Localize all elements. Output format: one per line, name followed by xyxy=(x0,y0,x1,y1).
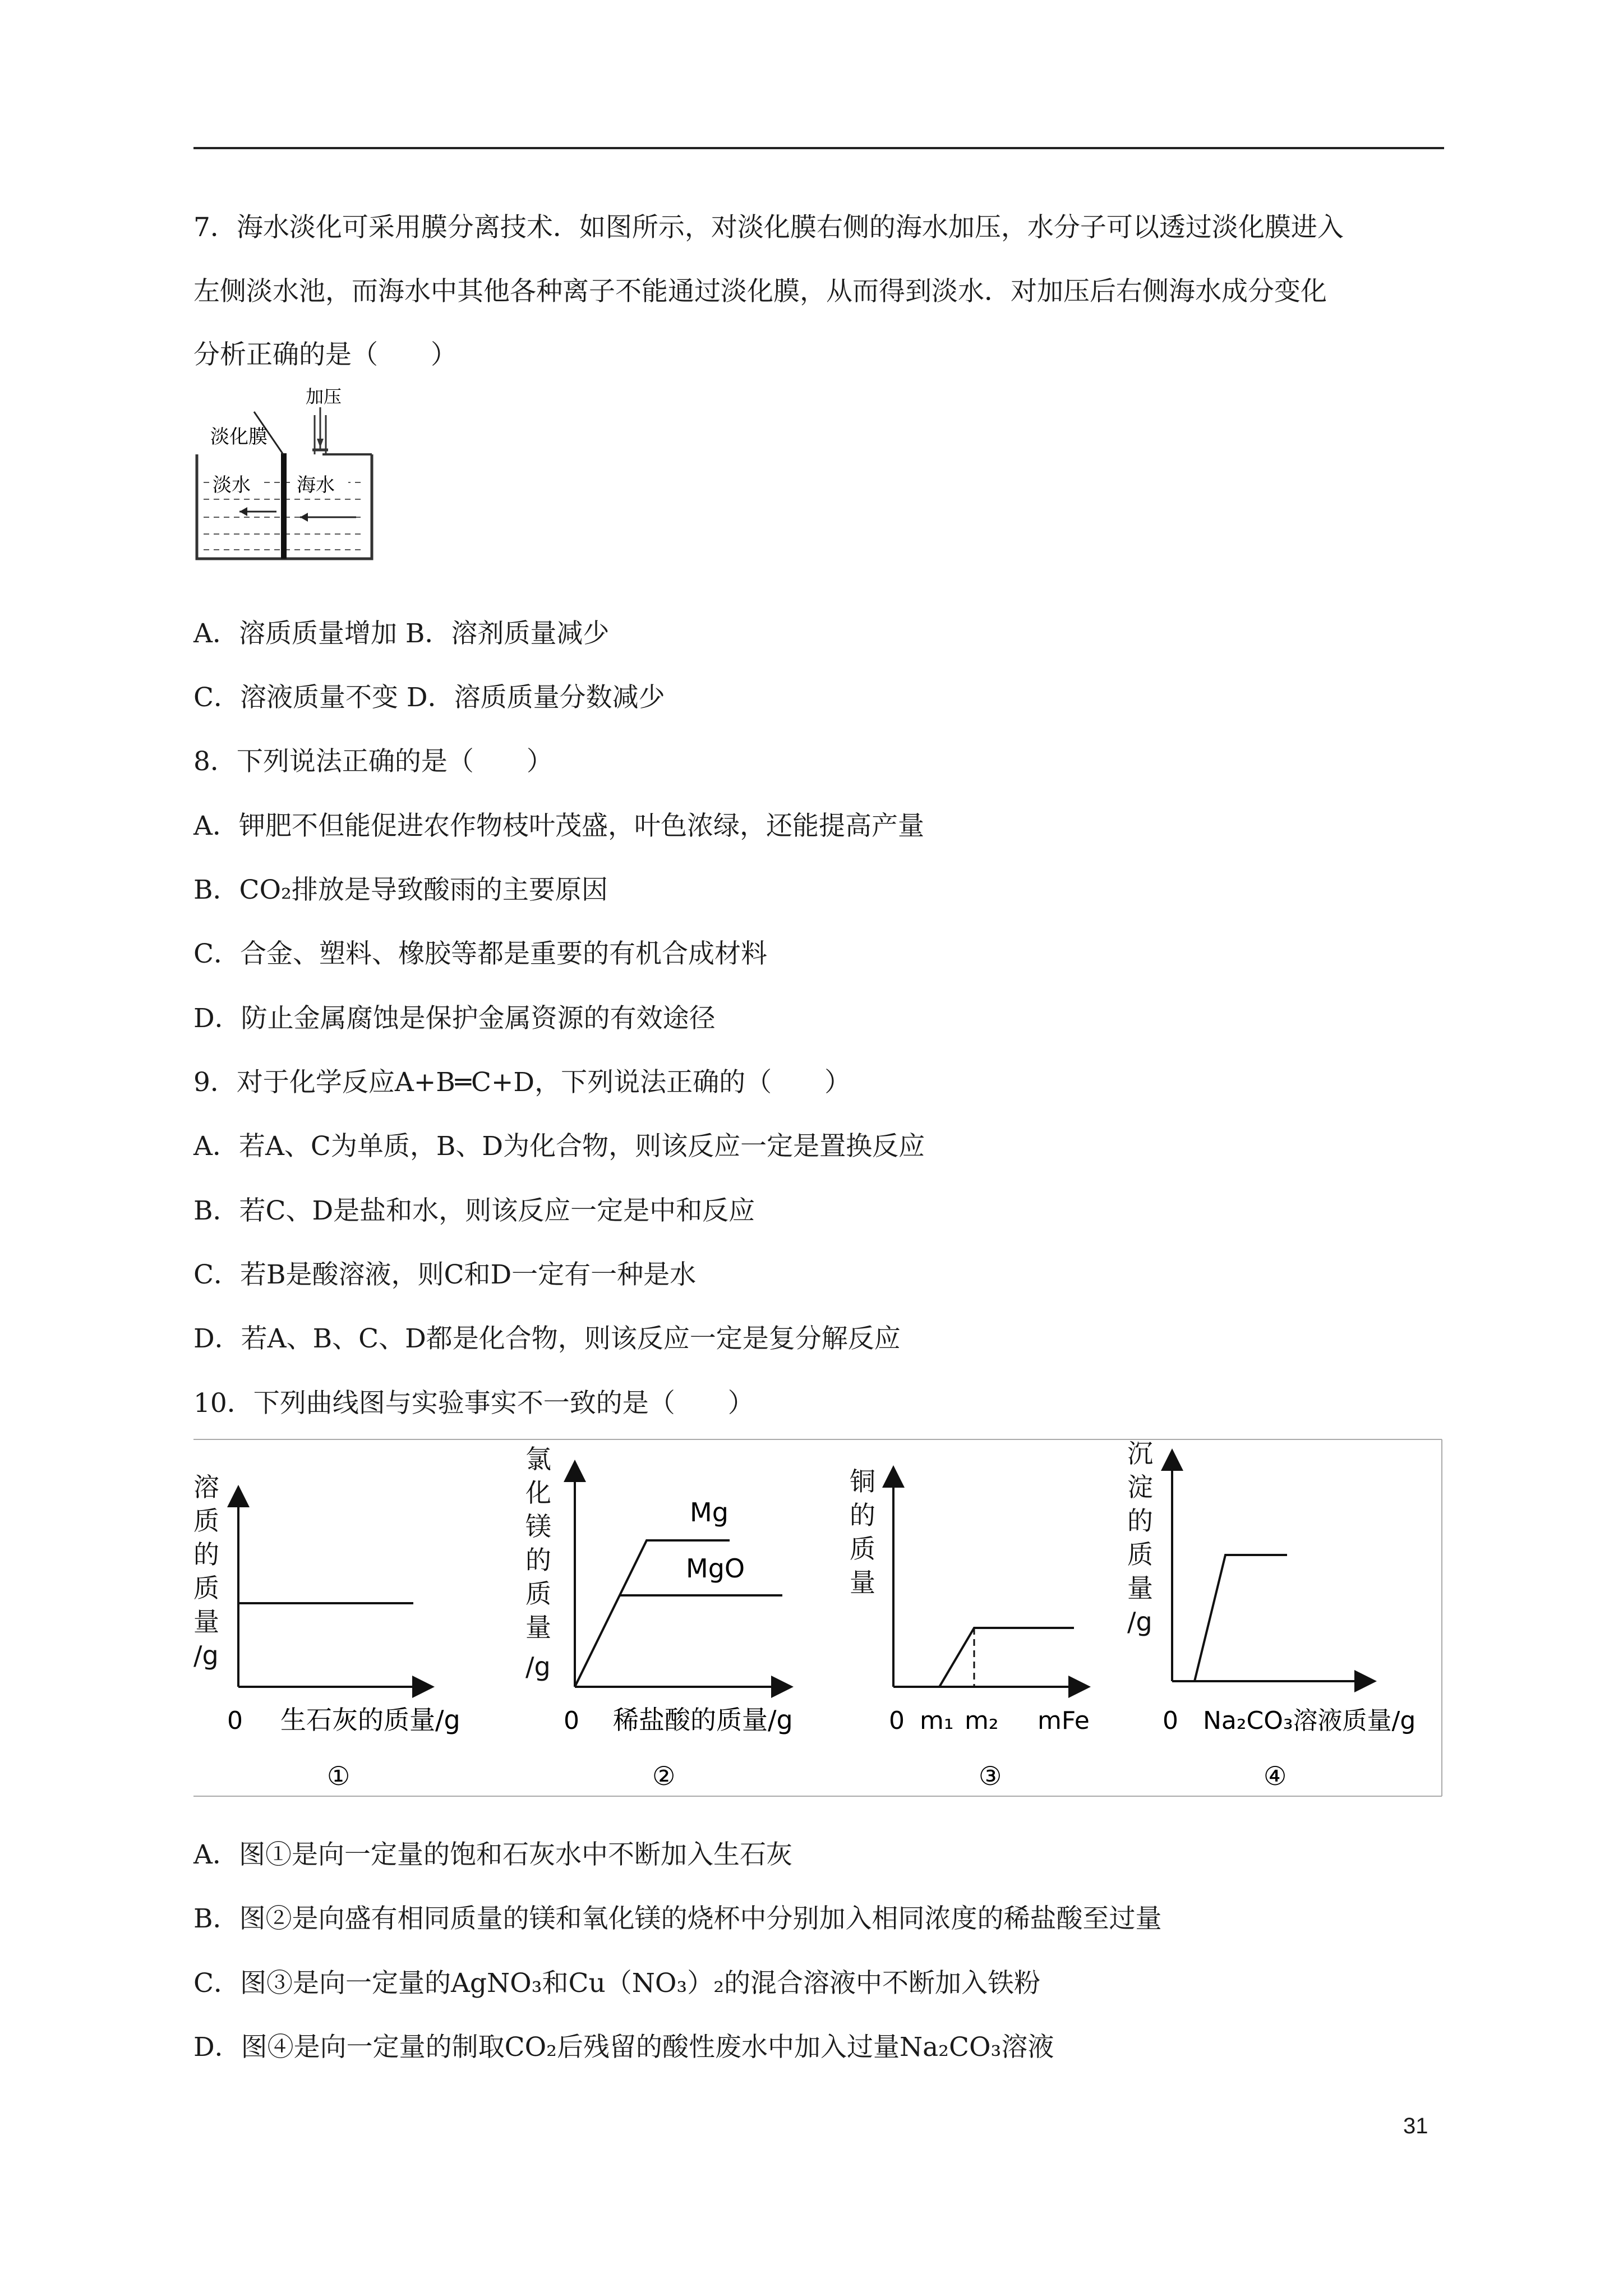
g2-xlabel: 稀盐酸的质量/g xyxy=(613,1705,793,1735)
g4-ylabel-5: /g xyxy=(1127,1607,1152,1637)
g3-tick-mfe: mFe xyxy=(1038,1706,1090,1735)
g1-ylabel-3: 质 xyxy=(193,1573,219,1603)
g4-ylabel-0: 沉 xyxy=(1127,1438,1153,1469)
q10-stem: 10．下列曲线图与实验事实不一致的是（ ） xyxy=(193,1388,754,1419)
graph-2 xyxy=(525,1444,793,1791)
q8-option-c: C．合金、塑料、橡胶等都是重要的有机合成材料 xyxy=(193,938,767,969)
g3-ylabel-3: 量 xyxy=(850,1567,875,1598)
g2-origin: 0 xyxy=(564,1706,579,1735)
q10-graphs-figure xyxy=(193,1437,1444,1802)
sea-water-label: 海水 xyxy=(297,474,335,496)
g3-tick-m2: m₂ xyxy=(965,1706,999,1735)
g2-series-mg: Mg xyxy=(690,1497,728,1527)
q7-stem-line-1: 7．海水淡化可采用膜分离技术．如图所示，对淡化膜右侧的海水加压，水分子可以透过淡化膜进入 xyxy=(193,212,1344,243)
q10-option-d: D．图④是向一定量的制取CO₂后残留的酸性废水中加入过量Na₂CO₃溶液 xyxy=(193,2032,1054,2063)
g1-caption: ① xyxy=(327,1761,351,1791)
q8-option-d: D．防止金属腐蚀是保护金属资源的有效途径 xyxy=(193,1003,716,1034)
q9-option-a: A．若A、C为单质，B、D为化合物，则该反应一定是置换反应 xyxy=(193,1131,925,1162)
g3-tick-m1: m₁ xyxy=(920,1706,954,1735)
g4-xlabel: Na₂CO₃溶液质量/g xyxy=(1203,1706,1416,1735)
g4-ylabel-3: 质 xyxy=(1127,1539,1153,1570)
g2-ylabel-2: 镁 xyxy=(525,1511,551,1542)
g3-origin: 0 xyxy=(889,1706,905,1735)
q10-option-a: A．图①是向一定量的饱和石灰水中不断加入生石灰 xyxy=(193,1839,792,1870)
g4-curve xyxy=(1195,1555,1287,1681)
g3-ylabel-0: 铜 xyxy=(850,1466,875,1497)
g4-ylabel-2: 的 xyxy=(1127,1506,1153,1536)
q8-stem: 8．下列说法正确的是（ ） xyxy=(193,746,553,777)
g4-ylabel-1: 淀 xyxy=(1127,1472,1153,1502)
membrane-label: 淡化膜 xyxy=(210,426,268,448)
q7-stem-line-2: 左侧淡水池，而海水中其他各种离子不能通过淡化膜，从而得到淡水．对加压后右侧海水成分变化 xyxy=(193,276,1327,307)
g2-ylabel-3: 的 xyxy=(525,1545,551,1575)
desalination-diagram xyxy=(193,387,379,567)
q10-option-b: B．图②是向盛有相同质量的镁和氧化镁的烧杯中分别加入相同浓度的稀盐酸至过量 xyxy=(193,1903,1162,1934)
g1-ylabel-5: /g xyxy=(193,1640,219,1671)
q7-option-ab: A．溶质质量增加 B．溶剂质量减少 xyxy=(193,618,610,649)
g2-ylabel-6: /g xyxy=(525,1651,551,1682)
graph-3 xyxy=(850,1466,1090,1791)
g3-ylabel-2: 质 xyxy=(850,1534,875,1564)
g2-caption: ② xyxy=(652,1761,676,1791)
q7-option-cd: C．溶液质量不变 D．溶质质量分数减少 xyxy=(193,682,665,713)
pressure-label: 加压 xyxy=(306,387,342,407)
g2-ylabel-5: 量 xyxy=(525,1612,551,1642)
g4-ylabel-4: 量 xyxy=(1127,1573,1153,1603)
g2-ylabel-4: 质 xyxy=(525,1579,551,1609)
g2-series-mgo: MgO xyxy=(686,1553,745,1584)
q9-option-d: D．若A、B、C、D都是化合物，则该反应一定是复分解反应 xyxy=(193,1323,901,1354)
g4-caption: ④ xyxy=(1264,1761,1287,1791)
q8-option-a: A．钾肥不但能促进农作物枝叶茂盛，叶色浓绿，还能提高产量 xyxy=(193,811,924,841)
page-number: 31 xyxy=(1403,2114,1428,2138)
q9-option-b: B．若C、D是盐和水，则该反应一定是中和反应 xyxy=(193,1195,755,1226)
g1-ylabel-4: 量 xyxy=(193,1607,219,1637)
g1-origin: 0 xyxy=(227,1706,243,1735)
g3-ylabel-1: 的 xyxy=(850,1500,875,1530)
g2-ylabel-1: 化 xyxy=(525,1478,551,1508)
fresh-water-label: 淡水 xyxy=(213,474,251,496)
q8-option-b: B．CO₂排放是导致酸雨的主要原因 xyxy=(193,875,608,905)
g1-ylabel-0: 溶 xyxy=(193,1472,219,1502)
g1-ylabel-2: 的 xyxy=(193,1539,219,1570)
g1-ylabel-1: 质 xyxy=(193,1506,219,1536)
g1-xlabel: 生石灰的质量/g xyxy=(280,1705,460,1735)
g4-origin: 0 xyxy=(1163,1706,1178,1735)
q9-stem: 9．对于化学反应A+B═C+D，下列说法正确的（ ） xyxy=(193,1067,851,1098)
g3-caption: ③ xyxy=(979,1761,1002,1791)
g2-ylabel-0: 氯 xyxy=(525,1444,551,1474)
q9-option-c: C．若B是酸溶液，则C和D一定有一种是水 xyxy=(193,1259,697,1290)
q7-stem-line-3: 分析正确的是（ ） xyxy=(193,339,457,370)
g3-curve xyxy=(893,1628,1074,1687)
graph-4 xyxy=(1127,1438,1415,1791)
header-rule xyxy=(193,147,1444,149)
graph-1 xyxy=(193,1472,460,1791)
q10-option-c: C．图③是向一定量的AgNO₃和Cu（NO₃）₂的混合溶液中不断加入铁粉 xyxy=(193,1968,1041,1999)
